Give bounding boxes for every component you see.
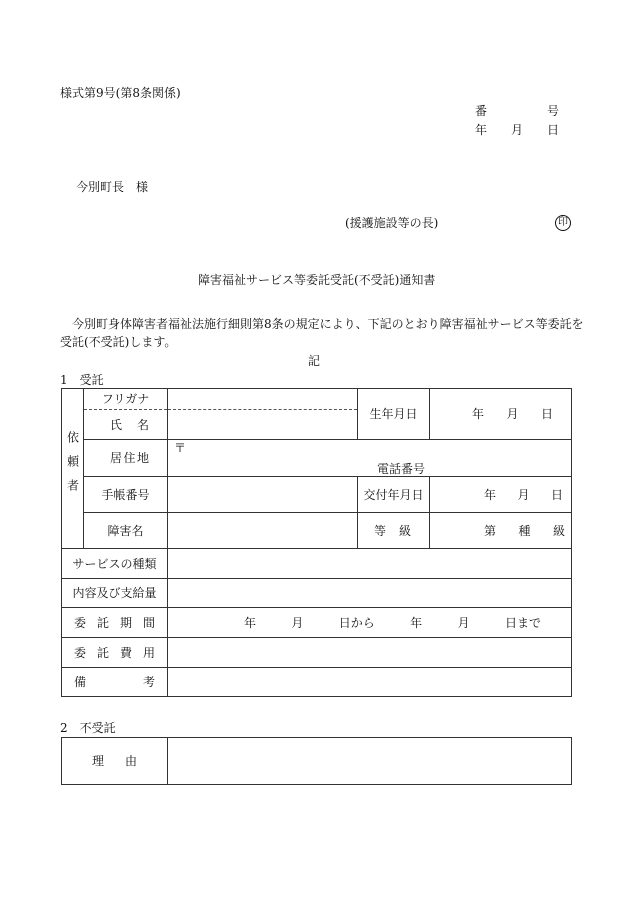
address-label: 居 住 地 (84, 440, 168, 477)
cost-value[interactable] (168, 638, 572, 668)
date-month: 月 (510, 123, 523, 137)
handbook-label: 手帳番号 (84, 477, 168, 513)
period-label: 委 託 期 間 (62, 608, 168, 638)
disability-value[interactable] (168, 513, 358, 549)
postal-mark: 〒 (174, 441, 187, 455)
addressee: 今別町長 様 (76, 180, 149, 194)
content-value[interactable] (168, 579, 572, 608)
requester-label: 依頼者 (62, 389, 84, 549)
issue-date-value[interactable]: 年 月 日 (430, 477, 572, 513)
number-char: 番 (475, 104, 488, 118)
grade-label: 等 級 (358, 513, 430, 549)
ki-label: 記 (308, 354, 321, 368)
body-text-line1: 今別町身体障害者福祉法施行細則第8条の規定により、下記のとおり障害福祉サービス等委託を (72, 317, 584, 331)
form-reference: 様式第9号(第8条関係) (60, 86, 181, 100)
date-day: 日 (546, 123, 559, 137)
name-label: 氏 名 (84, 410, 168, 440)
address-value[interactable] (168, 440, 572, 477)
document-title: 障害福祉サービス等委託受託(不受託)通知書 (198, 273, 436, 287)
name-value[interactable] (168, 410, 358, 440)
reason-label: 理 由 (62, 738, 168, 785)
acceptance-table (61, 388, 572, 697)
sender-label: (援護施設等の長) (345, 216, 439, 230)
seal-mark: 印 (555, 215, 571, 231)
content-label: 内容及び支給量 (62, 579, 168, 608)
furigana-label: フリガナ (84, 389, 168, 410)
phone-label: 電話番号 (377, 462, 426, 476)
furigana-value[interactable] (168, 389, 358, 410)
disability-label: 障害名 (84, 513, 168, 549)
section-declined: 2 不受託 (60, 721, 116, 735)
grade-value[interactable]: 第 種 級 (430, 513, 572, 549)
date-line (475, 123, 559, 137)
remarks-label: 備 考 (62, 668, 168, 697)
dob-value[interactable]: 年 月 日 (430, 389, 572, 440)
decline-table (61, 737, 572, 785)
issue-date-label: 交付年月日 (358, 477, 430, 513)
service-type-label: サービスの種類 (62, 549, 168, 579)
number-line (475, 104, 559, 118)
dob-label: 生年月日 (358, 389, 430, 440)
reason-value[interactable] (168, 738, 572, 785)
service-type-value[interactable] (168, 549, 572, 579)
body-text-line2: 受託(不受託)します。 (60, 335, 177, 349)
remarks-value[interactable] (168, 668, 572, 697)
section-accepted: 1 受託 (60, 373, 104, 387)
number-suffix: 号 (546, 104, 559, 118)
date-year: 年 (475, 123, 488, 137)
cost-label: 委 託 費 用 (62, 638, 168, 668)
period-value[interactable]: 年 月 日から 年 月 日まで (168, 608, 572, 638)
handbook-value[interactable] (168, 477, 358, 513)
